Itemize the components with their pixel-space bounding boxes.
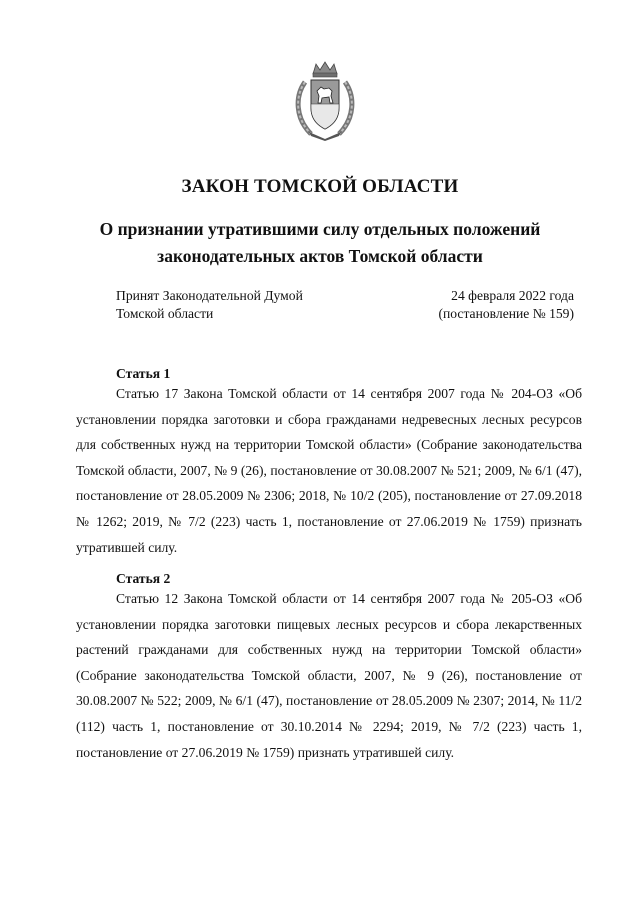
article-2-heading: Статья 2 [116, 571, 171, 586]
law-subject-line-1: О признании утратившими силу отдельных положений [99, 219, 541, 239]
adoption-date-line: 24 февраля 2022 года [451, 288, 574, 303]
law-subject-line-2: законодательных актов Томской области [157, 246, 483, 266]
article-2-text: Статью 12 Закона Томской области от 14 сентября 2007 года № 205-ОЗ «Об установлении порядка заготовки пищевых лесных ресурсов и сбора лекарственных растений гражданами для собственных нужд на территории Томской области» (Собрание законодательства Томской области, 2007, № 9 (26), постановление от 30.08.2007 № 522; 2009, № 6/1 (47), постановление от 28.05.2009 № 2307; 2014, № 11/2 (112) часть 1, постановление от 30.10.2014 № 2294; 2019, № 7/2 (223) часть 1, постановление от 27.06.2019 № 1759) признать утратившей силу. [76, 591, 582, 760]
article-1-heading: Статья 1 [116, 366, 171, 381]
law-title: ЗАКОН ТОМСКОЙ ОБЛАСТИ [181, 176, 459, 197]
resolution-number: (постановление № 159) [438, 306, 574, 321]
adoption-date [438, 287, 574, 323]
adopted-by [116, 287, 303, 323]
adopted-by-line-2: Томской области [116, 306, 214, 321]
tomsk-oblast-coat-of-arms-icon [291, 60, 359, 142]
adopted-by-line-1: Принят Законодательной Думой [116, 288, 303, 303]
article-1-text: Статью 17 Закона Томской области от 14 сентября 2007 года № 204-ОЗ «Об установлении порядка заготовки и сбора гражданами недревесных лесных ресурсов для собственных нужд на территории Томской области» (Собрание законодательства Томской области, 2007, № 9 (26), постановление от 30.08.2007 № 521; 2009, № 6/1 (47), постановление от 28.05.2009 № 2306; 2018, № 10/2 (205), постановление от 27.09.2018 № 1262; 2019, № 7/2 (223) часть 1, постановление от 27.06.2019 № 1759) признать утратившей силу. [76, 386, 582, 555]
law-subject [0, 216, 640, 270]
